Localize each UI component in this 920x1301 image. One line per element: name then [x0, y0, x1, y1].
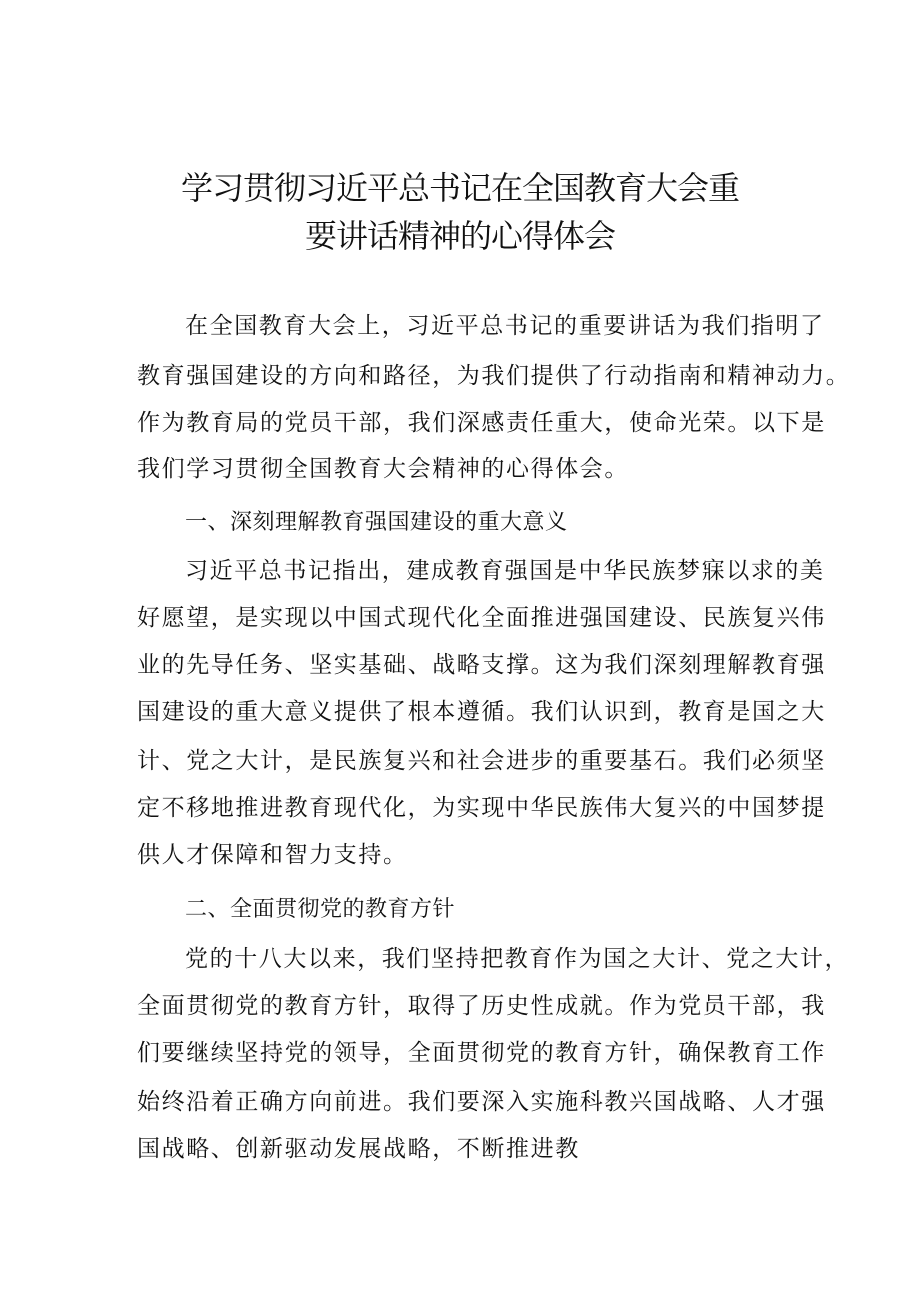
section-1-paragraph-line: 供人才保障和智力支持。 [137, 842, 408, 868]
section-1-heading: 一、深刻理解教育强国建设的重大意义 [185, 510, 568, 535]
intro-paragraph-line: 我们学习贯彻全国教育大会精神的心得体会。 [137, 456, 629, 482]
section-1-paragraph-line: 习近平总书记指出，建成教育强国是中华民族梦寐以求的美 [185, 558, 825, 584]
section-2-paragraph-line: 始终沿着正确方向前进。我们要深入实施科教兴国战略、人才强 [137, 1089, 826, 1115]
section-2-paragraph-line: 全面贯彻党的教育方针，取得了历史性成就。作为党员干部，我 [137, 993, 826, 1019]
intro-paragraph-line: 作为教育局的党员干部，我们深感责任重大，使命光荣。以下是 [137, 410, 826, 436]
intro-paragraph-line: 在全国教育大会上，习近平总书记的重要讲话为我们指明了 [185, 313, 825, 339]
section-2-heading: 二、全面贯彻党的教育方针 [185, 897, 456, 922]
section-1-paragraph-line: 国建设的重大意义提供了根本遵循。我们认识到，教育是国之大 [137, 699, 826, 725]
section-2-paragraph-line: 们要继续坚持党的领导，全面贯彻党的教育方针，确保教育工作 [137, 1040, 826, 1066]
section-2-paragraph-line: 党的十八大以来，我们坚持把教育作为国之大计、党之大计， [185, 946, 850, 972]
section-1-paragraph-line: 定不移地推进教育现代化，为实现中华民族伟大复兴的中国梦提 [137, 795, 826, 821]
document-title-line-2: 要讲话精神的心得体会 [304, 217, 615, 255]
section-2-paragraph-line: 国战略、创新驱动发展战略，不断推进教 [137, 1136, 580, 1162]
document-title-line-1: 学习贯彻习近平总书记在全国教育大会重 [180, 169, 739, 207]
section-1-paragraph-line: 好愿望，是实现以中国式现代化全面推进强国建设、民族复兴伟 [137, 605, 826, 631]
section-1-paragraph-line: 业的先导任务、坚实基础、战略支撑。这为我们深刻理解教育强 [137, 652, 826, 678]
section-1-paragraph-line: 计、党之大计，是民族复兴和社会进步的重要基石。我们必须坚 [137, 748, 826, 774]
intro-paragraph-line: 教育强国建设的方向和路径，为我们提供了行动指南和精神动力。 [137, 363, 851, 389]
